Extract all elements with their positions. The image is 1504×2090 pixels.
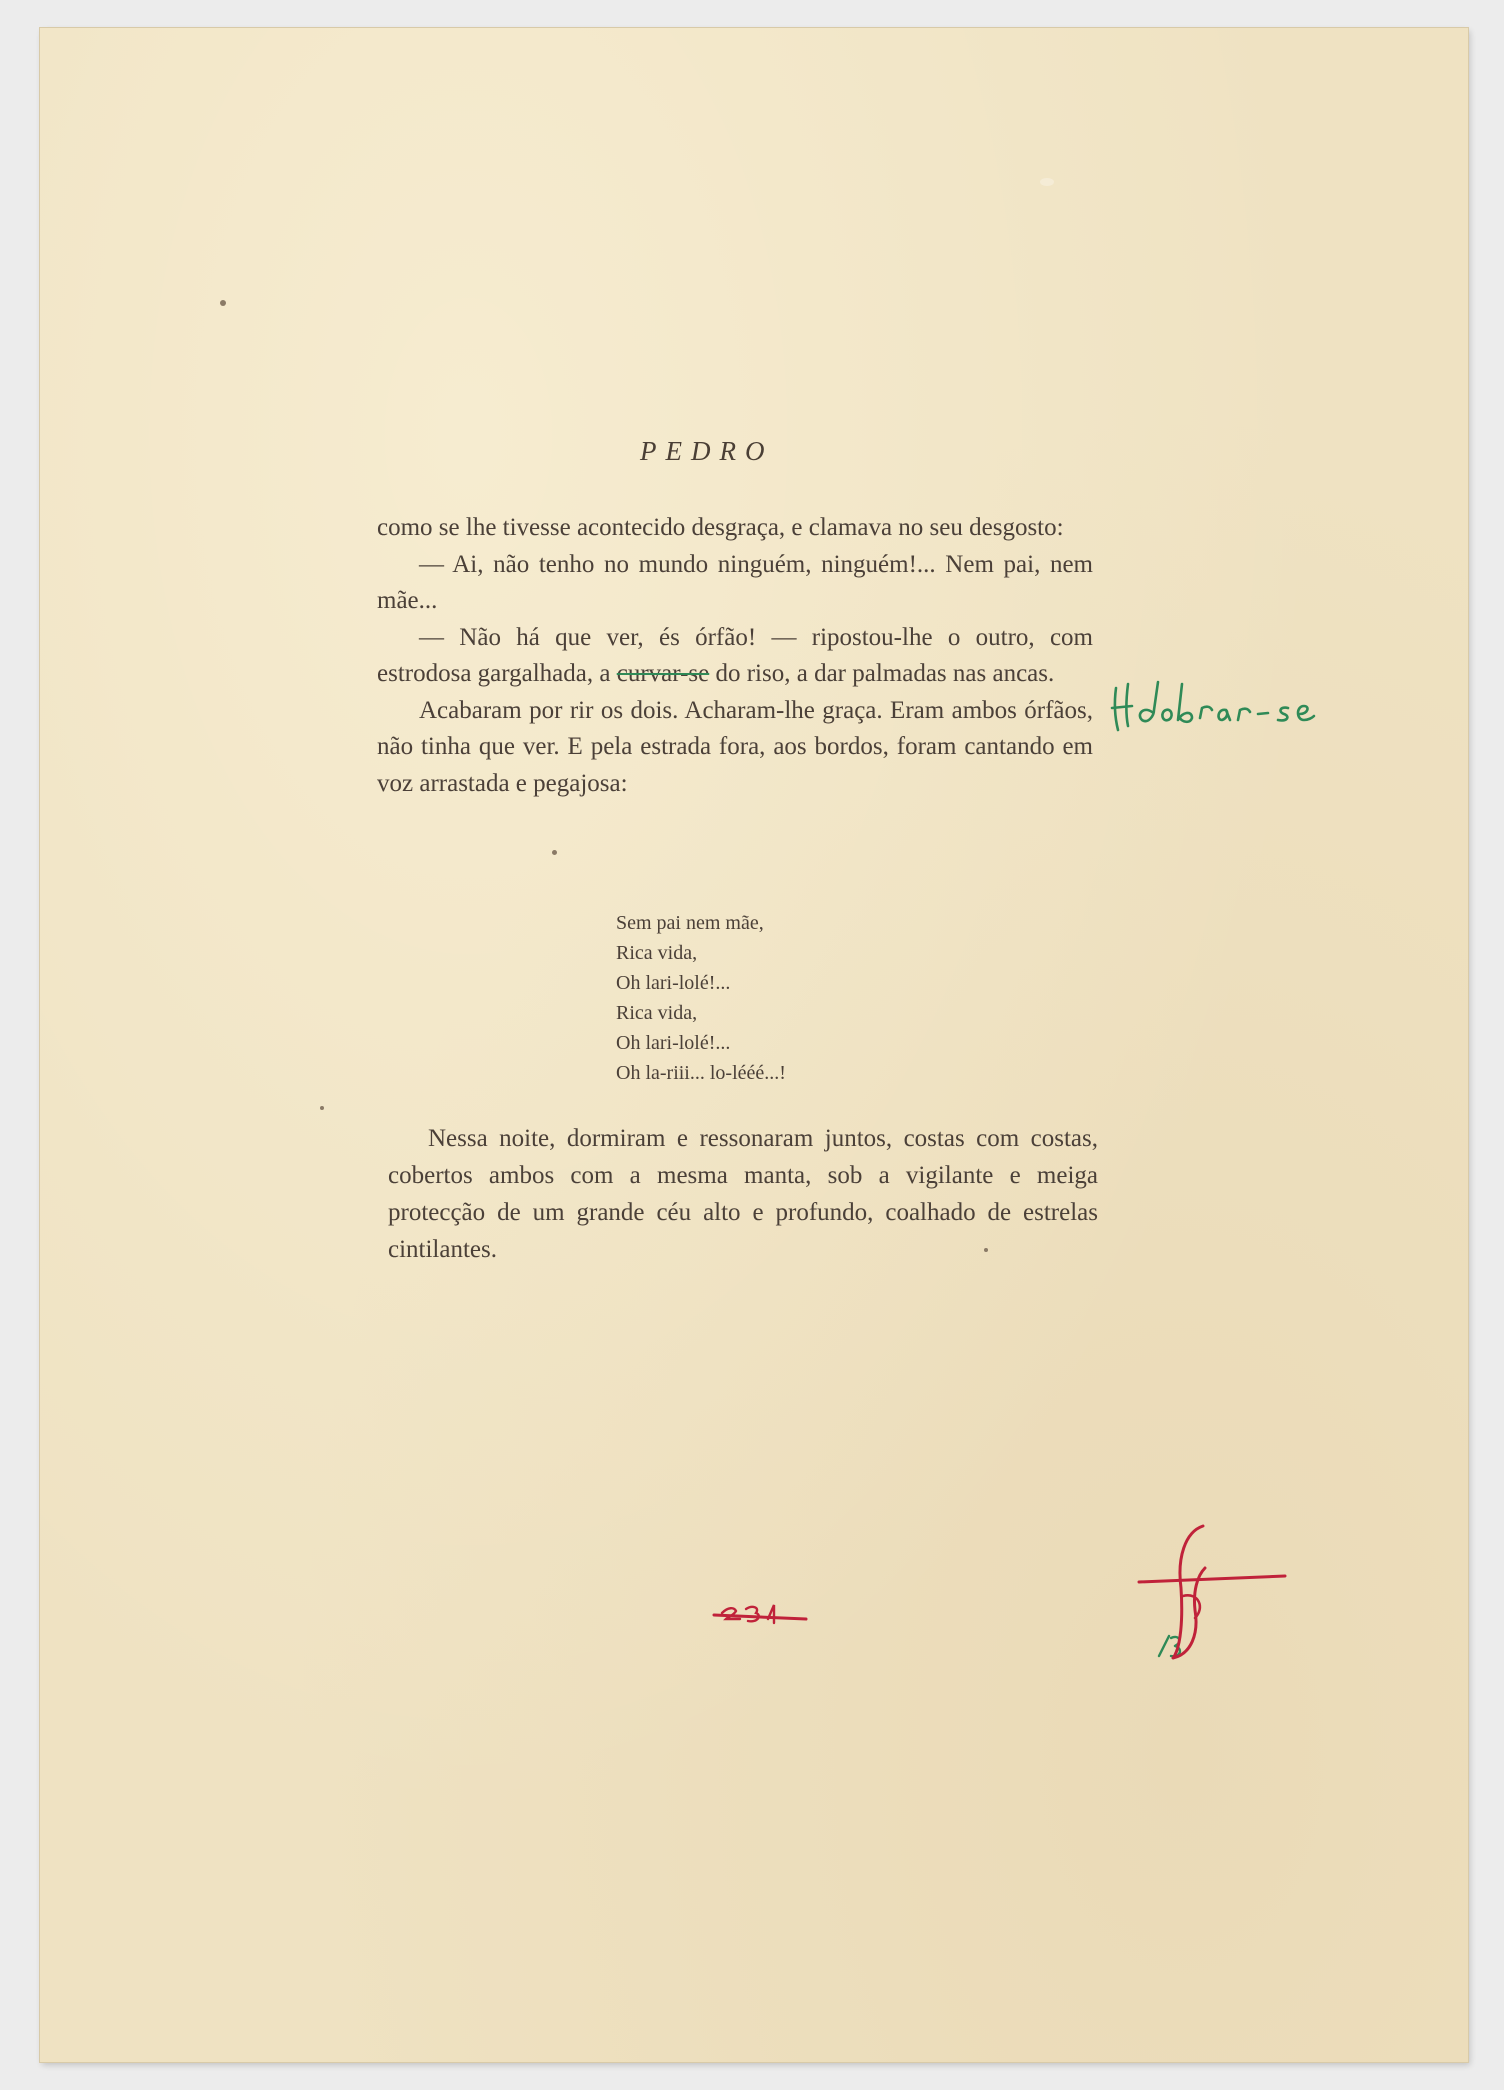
verse-line: Oh la-riii... lo-lééé...!	[616, 1062, 786, 1084]
verse-line: Oh lari-lolé!...	[616, 972, 731, 994]
paragraph-3-after: do riso, a dar palmadas nas ancas.	[709, 660, 1055, 687]
struck-word: curvar-se	[616, 660, 710, 687]
closing-text	[388, 1120, 1098, 1268]
handwritten-correction-dobrar-se	[1108, 668, 1338, 738]
paragraph-2: — Ai, não tenho no mundo ninguém, ninguém!... Nem pai, nem mãe...	[377, 550, 1093, 614]
verse-line: Rica vida,	[616, 1002, 698, 1024]
paragraph-3	[377, 620, 1093, 693]
verse-line: Oh lari-lolé!...	[616, 1032, 731, 1054]
paper-speck	[220, 300, 226, 306]
folio-mark	[1125, 1518, 1295, 1678]
paragraph-4: Acabaram por rir os dois. Acharam-lhe graça. Eram ambos órfãos, não tinha que ver. E pela estrada fora, aos bordos, foram cantando em voz arrastada e pegajosa:	[377, 696, 1093, 797]
paper-speck	[984, 1248, 988, 1252]
paragraph-3-before: — Não há que ver, és órfão! — ripostou-lhe o outro, com estrodosa gargalhada, a	[377, 623, 1093, 687]
paper-speck	[1040, 178, 1054, 186]
paper-speck	[552, 850, 557, 855]
body-text	[377, 510, 1093, 802]
verse-line: Sem pai nem mãe,	[616, 912, 764, 934]
closing-paragraph: Nessa noite, dormiram e ressonaram juntos, costas com costas, cobertos ambos com a mesma manta, sob a vigilante e meiga protecção de um grande céu alto e profundo, coalhado de estrelas cintilantes.	[388, 1125, 1098, 1263]
struck-page-number	[710, 1593, 810, 1633]
verse-line: Rica vida,	[616, 942, 698, 964]
manuscript-page	[40, 28, 1468, 2062]
paper-speck	[320, 1106, 324, 1110]
song-verse	[616, 908, 786, 1088]
paragraph-1: como se lhe tivesse acontecido desgraça, e clamava no seu desgosto:	[377, 514, 1064, 541]
running-head: PEDRO	[640, 436, 774, 466]
